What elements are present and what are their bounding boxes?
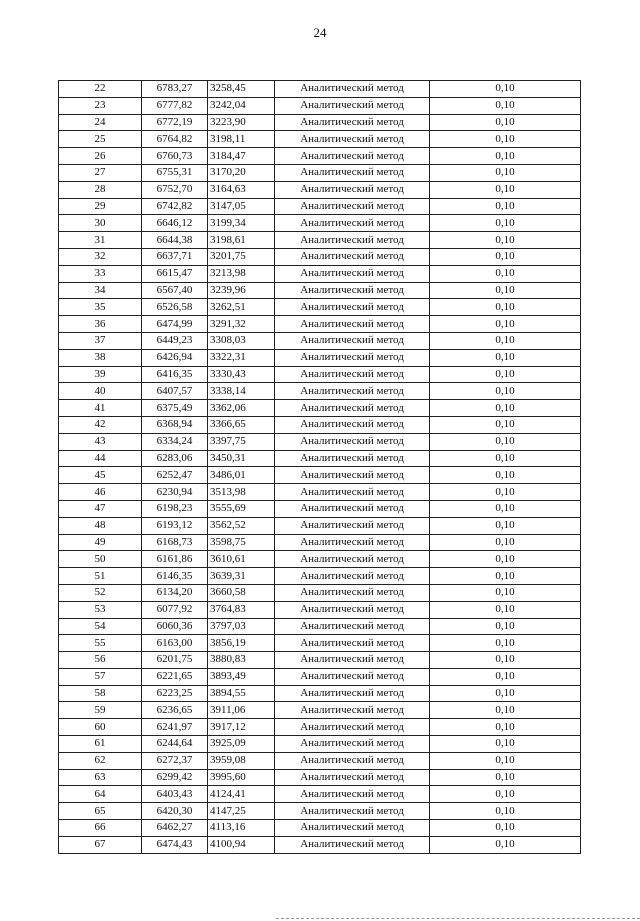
method-cell: Аналитический метод <box>275 282 430 299</box>
table-row <box>59 467 581 484</box>
table-row <box>59 652 581 669</box>
method-cell: Аналитический метод <box>275 181 430 198</box>
point-number-cell: 40 <box>59 383 142 400</box>
precision-cell: 0,10 <box>430 148 581 165</box>
table-row <box>59 618 581 635</box>
x-coordinate-cell: 6244,64 <box>142 736 208 753</box>
method-cell: Аналитический метод <box>275 265 430 282</box>
precision-cell: 0,10 <box>430 668 581 685</box>
table-row <box>59 282 581 299</box>
precision-cell: 0,10 <box>430 97 581 114</box>
method-cell: Аналитический метод <box>275 332 430 349</box>
method-cell: Аналитический метод <box>275 668 430 685</box>
y-coordinate-cell: 3239,96 <box>208 282 275 299</box>
x-coordinate-cell: 6567,40 <box>142 282 208 299</box>
y-coordinate-cell: 3894,55 <box>208 685 275 702</box>
point-number-cell: 22 <box>59 81 142 98</box>
point-number-cell: 39 <box>59 366 142 383</box>
precision-cell: 0,10 <box>430 198 581 215</box>
table-row <box>59 97 581 114</box>
x-coordinate-cell: 6193,12 <box>142 517 208 534</box>
point-number-cell: 33 <box>59 265 142 282</box>
method-cell: Аналитический метод <box>275 500 430 517</box>
x-coordinate-cell: 6375,49 <box>142 400 208 417</box>
page-number: 24 <box>313 25 327 40</box>
method-cell: Аналитический метод <box>275 517 430 534</box>
x-coordinate-cell: 6755,31 <box>142 164 208 181</box>
x-coordinate-cell: 6198,23 <box>142 500 208 517</box>
precision-cell: 0,10 <box>430 299 581 316</box>
table-row <box>59 803 581 820</box>
x-coordinate-cell: 6407,57 <box>142 383 208 400</box>
x-coordinate-cell: 6416,35 <box>142 366 208 383</box>
x-coordinate-cell: 6420,30 <box>142 803 208 820</box>
y-coordinate-cell: 3764,83 <box>208 601 275 618</box>
precision-cell: 0,10 <box>430 584 581 601</box>
y-coordinate-cell: 3147,05 <box>208 198 275 215</box>
table-row <box>59 484 581 501</box>
x-coordinate-cell: 6161,86 <box>142 551 208 568</box>
precision-cell: 0,10 <box>430 232 581 249</box>
method-cell: Аналитический метод <box>275 433 430 450</box>
y-coordinate-cell: 3199,34 <box>208 215 275 232</box>
table-row <box>59 81 581 98</box>
point-number-cell: 54 <box>59 618 142 635</box>
method-cell: Аналитический метод <box>275 568 430 585</box>
table-row <box>59 786 581 803</box>
method-cell: Аналитический метод <box>275 349 430 366</box>
point-number-cell: 27 <box>59 164 142 181</box>
point-number-cell: 53 <box>59 601 142 618</box>
table-row <box>59 433 581 450</box>
y-coordinate-cell: 3262,51 <box>208 299 275 316</box>
table-row <box>59 752 581 769</box>
precision-cell: 0,10 <box>430 114 581 131</box>
method-cell: Аналитический метод <box>275 769 430 786</box>
method-cell: Аналитический метод <box>275 400 430 417</box>
point-number-cell: 24 <box>59 114 142 131</box>
point-number-cell: 44 <box>59 450 142 467</box>
y-coordinate-cell: 4147,25 <box>208 803 275 820</box>
method-cell: Аналитический метод <box>275 416 430 433</box>
method-cell: Аналитический метод <box>275 148 430 165</box>
precision-cell: 0,10 <box>430 836 581 853</box>
x-coordinate-cell: 6644,38 <box>142 232 208 249</box>
point-number-cell: 60 <box>59 719 142 736</box>
table-row <box>59 215 581 232</box>
table-row <box>59 198 581 215</box>
precision-cell: 0,10 <box>430 534 581 551</box>
precision-cell: 0,10 <box>430 635 581 652</box>
point-number-cell: 56 <box>59 652 142 669</box>
precision-cell: 0,10 <box>430 400 581 417</box>
x-coordinate-cell: 6403,43 <box>142 786 208 803</box>
y-coordinate-cell: 3338,14 <box>208 383 275 400</box>
point-number-cell: 31 <box>59 232 142 249</box>
table-row <box>59 719 581 736</box>
table-row <box>59 248 581 265</box>
x-coordinate-cell: 6646,12 <box>142 215 208 232</box>
point-number-cell: 57 <box>59 668 142 685</box>
method-cell: Аналитический метод <box>275 114 430 131</box>
precision-cell: 0,10 <box>430 652 581 669</box>
table-row <box>59 551 581 568</box>
point-number-cell: 32 <box>59 248 142 265</box>
method-cell: Аналитический метод <box>275 601 430 618</box>
table-row <box>59 668 581 685</box>
point-number-cell: 43 <box>59 433 142 450</box>
point-number-cell: 45 <box>59 467 142 484</box>
method-cell: Аналитический метод <box>275 820 430 837</box>
table-row <box>59 148 581 165</box>
x-coordinate-cell: 6449,23 <box>142 332 208 349</box>
method-cell: Аналитический метод <box>275 81 430 98</box>
y-coordinate-cell: 3959,08 <box>208 752 275 769</box>
y-coordinate-cell: 3291,32 <box>208 316 275 333</box>
point-number-cell: 35 <box>59 299 142 316</box>
point-number-cell: 59 <box>59 702 142 719</box>
table-row <box>59 114 581 131</box>
x-coordinate-cell: 6060,36 <box>142 618 208 635</box>
point-number-cell: 51 <box>59 568 142 585</box>
y-coordinate-cell: 3797,03 <box>208 618 275 635</box>
point-number-cell: 66 <box>59 820 142 837</box>
x-coordinate-cell: 6742,82 <box>142 198 208 215</box>
x-coordinate-cell: 6163,00 <box>142 635 208 652</box>
x-coordinate-cell: 6526,58 <box>142 299 208 316</box>
point-number-cell: 25 <box>59 131 142 148</box>
table-row <box>59 584 581 601</box>
y-coordinate-cell: 3362,06 <box>208 400 275 417</box>
method-cell: Аналитический метод <box>275 232 430 249</box>
point-number-cell: 38 <box>59 349 142 366</box>
table-row <box>59 299 581 316</box>
method-cell: Аналитический метод <box>275 685 430 702</box>
precision-cell: 0,10 <box>430 551 581 568</box>
y-coordinate-cell: 4100,94 <box>208 836 275 853</box>
y-coordinate-cell: 3308,03 <box>208 332 275 349</box>
point-number-cell: 46 <box>59 484 142 501</box>
x-coordinate-cell: 6146,35 <box>142 568 208 585</box>
table-row <box>59 517 581 534</box>
x-coordinate-cell: 6272,37 <box>142 752 208 769</box>
y-coordinate-cell: 3639,31 <box>208 568 275 585</box>
y-coordinate-cell: 3610,61 <box>208 551 275 568</box>
method-cell: Аналитический метод <box>275 584 430 601</box>
precision-cell: 0,10 <box>430 702 581 719</box>
y-coordinate-cell: 3170,20 <box>208 164 275 181</box>
point-number-cell: 34 <box>59 282 142 299</box>
bottom-divider <box>276 918 640 919</box>
point-number-cell: 29 <box>59 198 142 215</box>
x-coordinate-cell: 6230,94 <box>142 484 208 501</box>
x-coordinate-cell: 6462,27 <box>142 820 208 837</box>
y-coordinate-cell: 3258,45 <box>208 81 275 98</box>
y-coordinate-cell: 4124,41 <box>208 786 275 803</box>
table-row <box>59 366 581 383</box>
table-row <box>59 316 581 333</box>
table-row <box>59 332 581 349</box>
table-row <box>59 416 581 433</box>
x-coordinate-cell: 6764,82 <box>142 131 208 148</box>
table-row <box>59 568 581 585</box>
precision-cell: 0,10 <box>430 181 581 198</box>
method-cell: Аналитический метод <box>275 786 430 803</box>
table-row <box>59 181 581 198</box>
y-coordinate-cell: 3184,47 <box>208 148 275 165</box>
precision-cell: 0,10 <box>430 349 581 366</box>
y-coordinate-cell: 3242,04 <box>208 97 275 114</box>
point-number-cell: 63 <box>59 769 142 786</box>
y-coordinate-cell: 3893,49 <box>208 668 275 685</box>
table-row <box>59 164 581 181</box>
point-number-cell: 52 <box>59 584 142 601</box>
method-cell: Аналитический метод <box>275 719 430 736</box>
y-coordinate-cell: 4113,16 <box>208 820 275 837</box>
y-coordinate-cell: 3198,61 <box>208 232 275 249</box>
method-cell: Аналитический метод <box>275 652 430 669</box>
x-coordinate-cell: 6201,75 <box>142 652 208 669</box>
x-coordinate-cell: 6077,92 <box>142 601 208 618</box>
precision-cell: 0,10 <box>430 769 581 786</box>
precision-cell: 0,10 <box>430 568 581 585</box>
x-coordinate-cell: 6223,25 <box>142 685 208 702</box>
x-coordinate-cell: 6426,94 <box>142 349 208 366</box>
method-cell: Аналитический метод <box>275 752 430 769</box>
precision-cell: 0,10 <box>430 736 581 753</box>
precision-cell: 0,10 <box>430 601 581 618</box>
precision-cell: 0,10 <box>430 248 581 265</box>
y-coordinate-cell: 3917,12 <box>208 719 275 736</box>
precision-cell: 0,10 <box>430 282 581 299</box>
x-coordinate-cell: 6221,65 <box>142 668 208 685</box>
point-number-cell: 36 <box>59 316 142 333</box>
precision-cell: 0,10 <box>430 81 581 98</box>
point-number-cell: 62 <box>59 752 142 769</box>
table-row <box>59 534 581 551</box>
y-coordinate-cell: 3164,63 <box>208 181 275 198</box>
precision-cell: 0,10 <box>430 316 581 333</box>
precision-cell: 0,10 <box>430 803 581 820</box>
y-coordinate-cell: 3660,58 <box>208 584 275 601</box>
table-row <box>59 685 581 702</box>
table-row <box>59 131 581 148</box>
point-number-cell: 28 <box>59 181 142 198</box>
y-coordinate-cell: 3198,11 <box>208 131 275 148</box>
x-coordinate-cell: 6760,73 <box>142 148 208 165</box>
y-coordinate-cell: 3366,65 <box>208 416 275 433</box>
precision-cell: 0,10 <box>430 500 581 517</box>
table-row <box>59 601 581 618</box>
x-coordinate-cell: 6474,99 <box>142 316 208 333</box>
y-coordinate-cell: 3322,31 <box>208 349 275 366</box>
x-coordinate-cell: 6783,27 <box>142 81 208 98</box>
method-cell: Аналитический метод <box>275 198 430 215</box>
method-cell: Аналитический метод <box>275 215 430 232</box>
table-row <box>59 349 581 366</box>
point-number-cell: 61 <box>59 736 142 753</box>
y-coordinate-cell: 3330,43 <box>208 366 275 383</box>
point-number-cell: 30 <box>59 215 142 232</box>
method-cell: Аналитический метод <box>275 736 430 753</box>
precision-cell: 0,10 <box>430 517 581 534</box>
method-cell: Аналитический метод <box>275 836 430 853</box>
table-row <box>59 265 581 282</box>
x-coordinate-cell: 6615,47 <box>142 265 208 282</box>
table-row <box>59 635 581 652</box>
y-coordinate-cell: 3513,98 <box>208 484 275 501</box>
precision-cell: 0,10 <box>430 618 581 635</box>
precision-cell: 0,10 <box>430 215 581 232</box>
method-cell: Аналитический метод <box>275 635 430 652</box>
x-coordinate-cell: 6168,73 <box>142 534 208 551</box>
x-coordinate-cell: 6299,42 <box>142 769 208 786</box>
x-coordinate-cell: 6752,70 <box>142 181 208 198</box>
method-cell: Аналитический метод <box>275 618 430 635</box>
table-row <box>59 400 581 417</box>
point-number-cell: 50 <box>59 551 142 568</box>
point-number-cell: 65 <box>59 803 142 820</box>
method-cell: Аналитический метод <box>275 366 430 383</box>
precision-cell: 0,10 <box>430 164 581 181</box>
x-coordinate-cell: 6134,20 <box>142 584 208 601</box>
precision-cell: 0,10 <box>430 366 581 383</box>
method-cell: Аналитический метод <box>275 551 430 568</box>
precision-cell: 0,10 <box>430 719 581 736</box>
precision-cell: 0,10 <box>430 820 581 837</box>
table-row <box>59 836 581 853</box>
point-number-cell: 47 <box>59 500 142 517</box>
precision-cell: 0,10 <box>430 450 581 467</box>
method-cell: Аналитический метод <box>275 383 430 400</box>
precision-cell: 0,10 <box>430 484 581 501</box>
method-cell: Аналитический метод <box>275 467 430 484</box>
table-row <box>59 820 581 837</box>
method-cell: Аналитический метод <box>275 248 430 265</box>
precision-cell: 0,10 <box>430 265 581 282</box>
point-number-cell: 37 <box>59 332 142 349</box>
precision-cell: 0,10 <box>430 786 581 803</box>
y-coordinate-cell: 3555,69 <box>208 500 275 517</box>
precision-cell: 0,10 <box>430 685 581 702</box>
point-number-cell: 58 <box>59 685 142 702</box>
table-row <box>59 500 581 517</box>
precision-cell: 0,10 <box>430 416 581 433</box>
method-cell: Аналитический метод <box>275 450 430 467</box>
y-coordinate-cell: 3880,83 <box>208 652 275 669</box>
precision-cell: 0,10 <box>430 433 581 450</box>
point-number-cell: 64 <box>59 786 142 803</box>
table-row <box>59 450 581 467</box>
table-row <box>59 232 581 249</box>
y-coordinate-cell: 3201,75 <box>208 248 275 265</box>
y-coordinate-cell: 3995,60 <box>208 769 275 786</box>
y-coordinate-cell: 3911,06 <box>208 702 275 719</box>
x-coordinate-cell: 6283,06 <box>142 450 208 467</box>
method-cell: Аналитический метод <box>275 484 430 501</box>
precision-cell: 0,10 <box>430 467 581 484</box>
y-coordinate-cell: 3925,09 <box>208 736 275 753</box>
method-cell: Аналитический метод <box>275 164 430 181</box>
method-cell: Аналитический метод <box>275 131 430 148</box>
precision-cell: 0,10 <box>430 131 581 148</box>
coordinates-table-body <box>59 81 581 854</box>
x-coordinate-cell: 6334,24 <box>142 433 208 450</box>
x-coordinate-cell: 6772,19 <box>142 114 208 131</box>
y-coordinate-cell: 3213,98 <box>208 265 275 282</box>
table-row <box>59 769 581 786</box>
x-coordinate-cell: 6241,97 <box>142 719 208 736</box>
x-coordinate-cell: 6637,71 <box>142 248 208 265</box>
x-coordinate-cell: 6236,65 <box>142 702 208 719</box>
method-cell: Аналитический метод <box>275 97 430 114</box>
method-cell: Аналитический метод <box>275 702 430 719</box>
x-coordinate-cell: 6474,43 <box>142 836 208 853</box>
y-coordinate-cell: 3562,52 <box>208 517 275 534</box>
method-cell: Аналитический метод <box>275 803 430 820</box>
method-cell: Аналитический метод <box>275 534 430 551</box>
table-row <box>59 383 581 400</box>
method-cell: Аналитический метод <box>275 316 430 333</box>
method-cell: Аналитический метод <box>275 299 430 316</box>
point-number-cell: 67 <box>59 836 142 853</box>
x-coordinate-cell: 6252,47 <box>142 467 208 484</box>
precision-cell: 0,10 <box>430 383 581 400</box>
point-number-cell: 55 <box>59 635 142 652</box>
point-number-cell: 42 <box>59 416 142 433</box>
point-number-cell: 48 <box>59 517 142 534</box>
point-number-cell: 41 <box>59 400 142 417</box>
table-row <box>59 702 581 719</box>
y-coordinate-cell: 3486,01 <box>208 467 275 484</box>
point-number-cell: 49 <box>59 534 142 551</box>
x-coordinate-cell: 6368,94 <box>142 416 208 433</box>
point-number-cell: 26 <box>59 148 142 165</box>
coordinates-table <box>58 80 581 854</box>
precision-cell: 0,10 <box>430 332 581 349</box>
x-coordinate-cell: 6777,82 <box>142 97 208 114</box>
y-coordinate-cell: 3397,75 <box>208 433 275 450</box>
y-coordinate-cell: 3450,31 <box>208 450 275 467</box>
precision-cell: 0,10 <box>430 752 581 769</box>
y-coordinate-cell: 3598,75 <box>208 534 275 551</box>
y-coordinate-cell: 3223,90 <box>208 114 275 131</box>
y-coordinate-cell: 3856,19 <box>208 635 275 652</box>
point-number-cell: 23 <box>59 97 142 114</box>
table-row <box>59 736 581 753</box>
